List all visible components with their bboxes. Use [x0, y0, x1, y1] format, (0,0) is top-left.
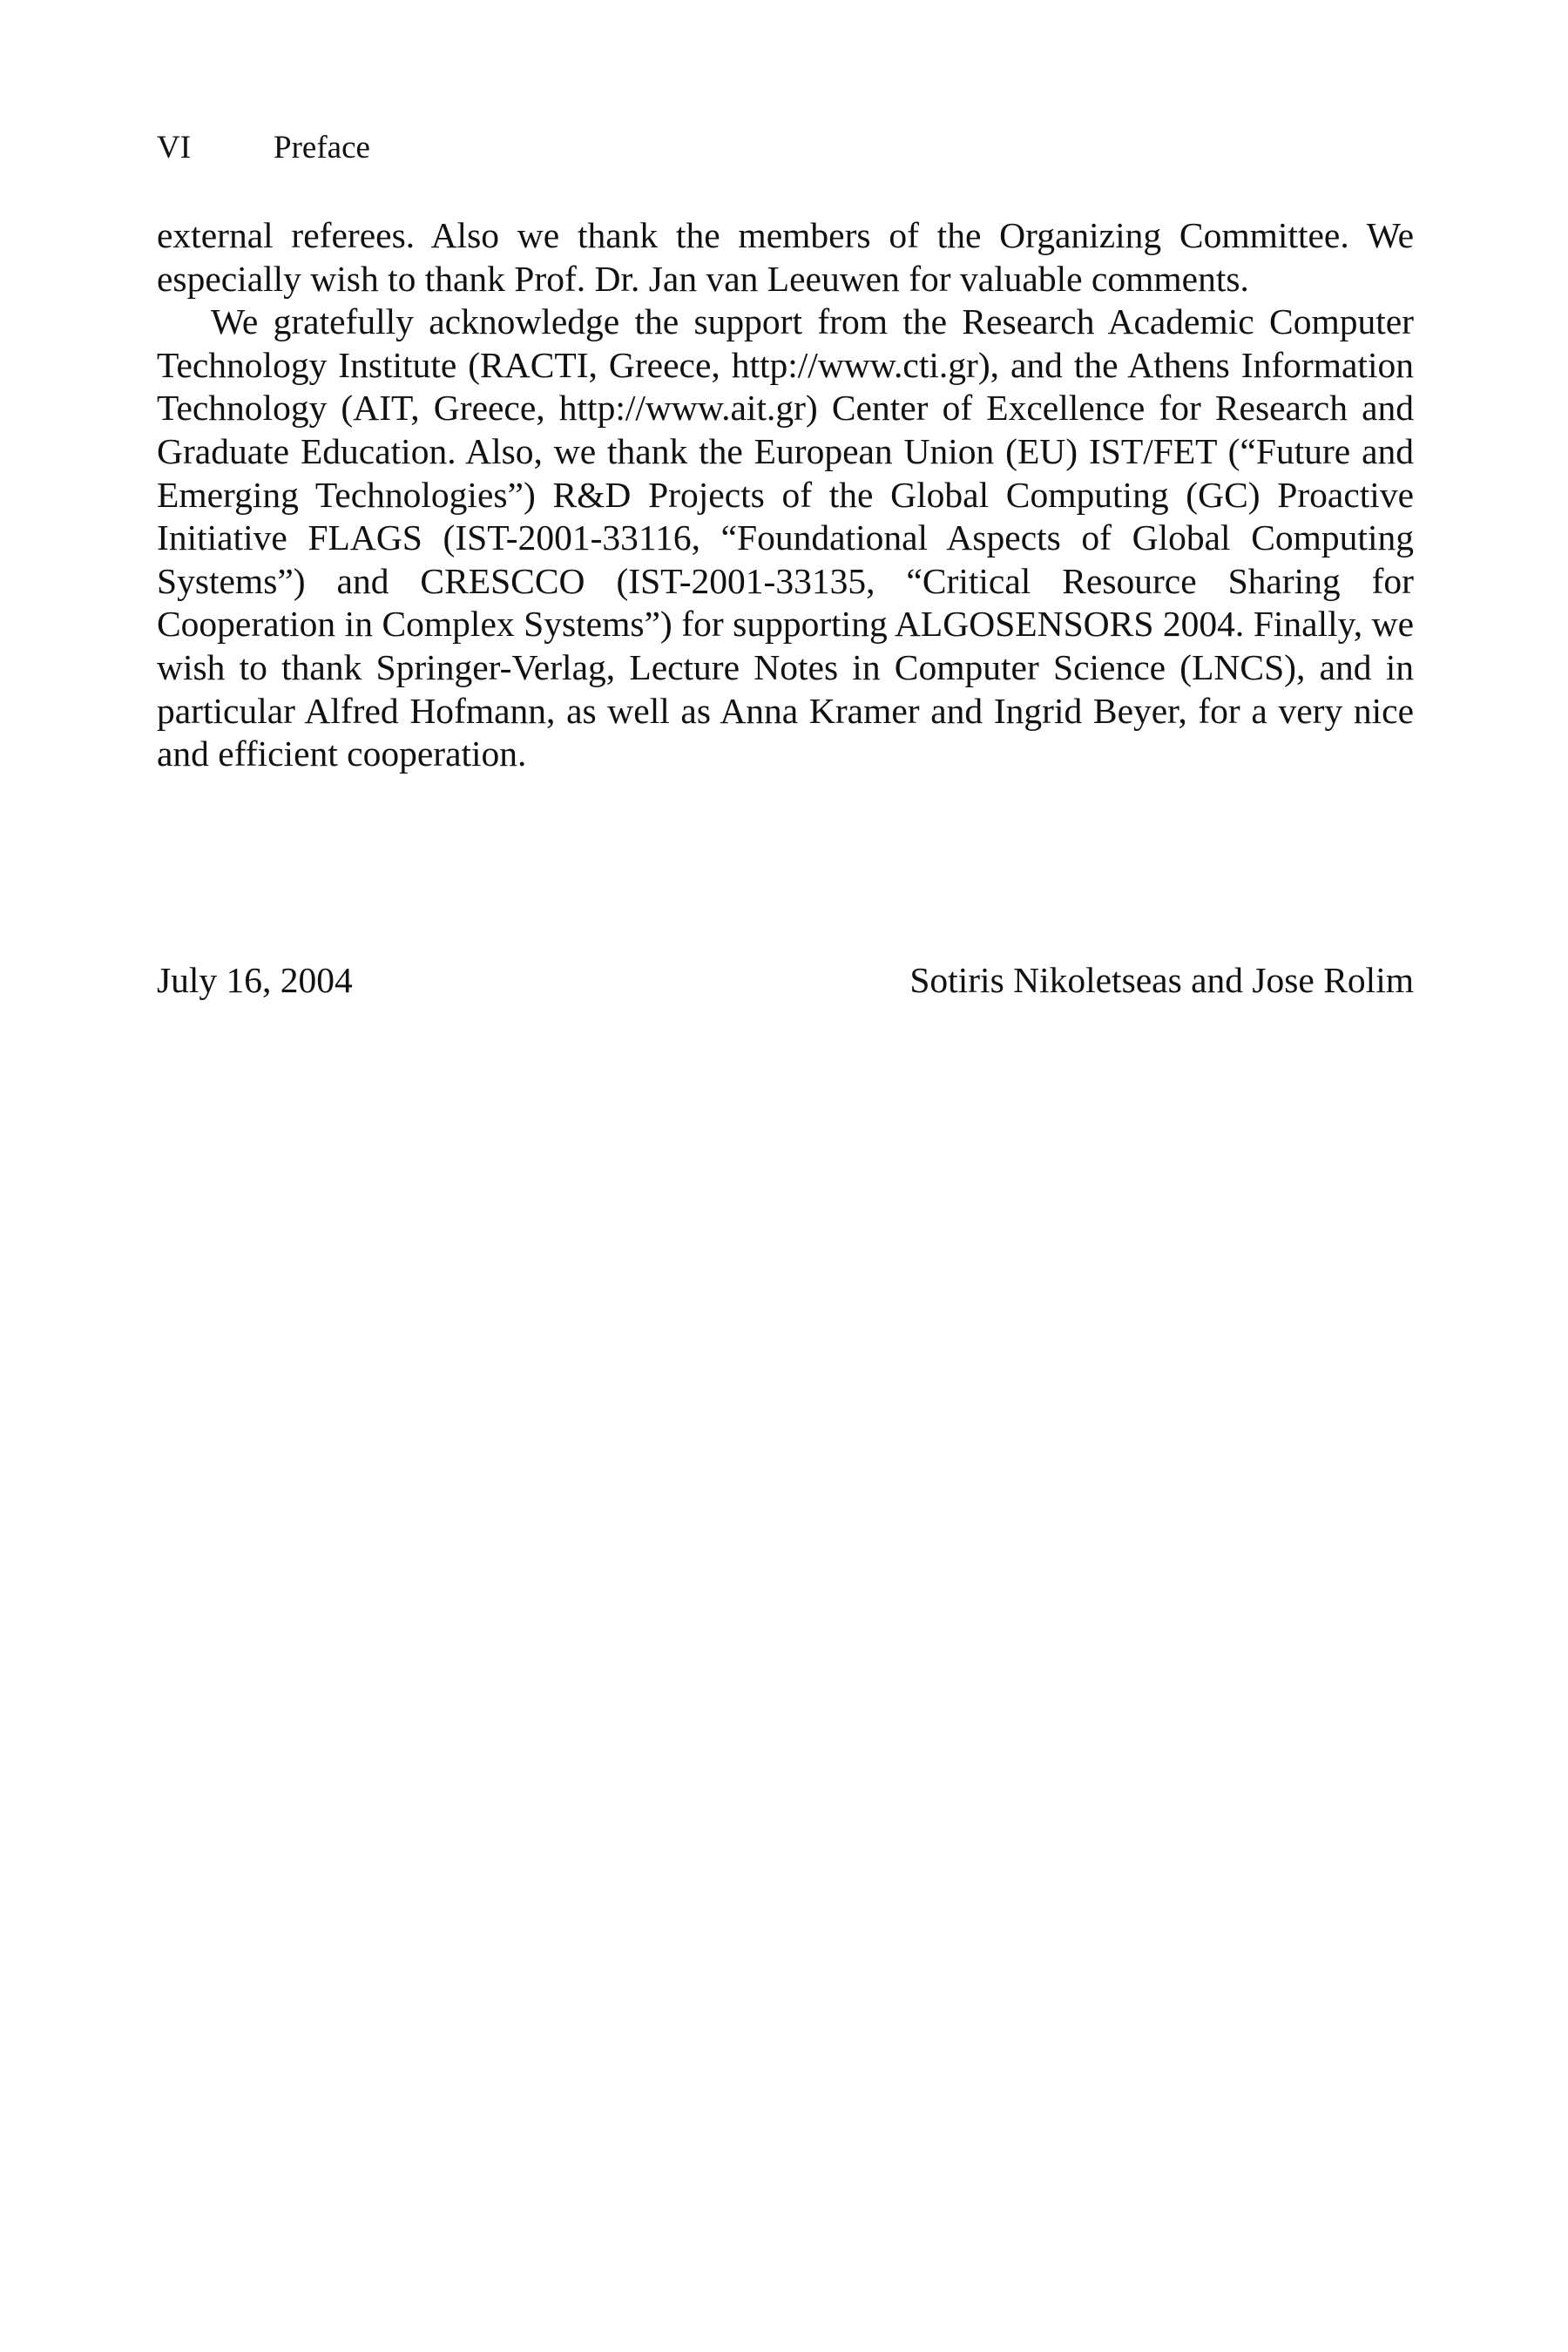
paragraph-continuation: external referees. Also we thank the members of the Organizing Committee. We especially wish to thank Prof. Dr. Jan van Leeuwen for valuable comments.: [157, 215, 1414, 299]
section-title: Preface: [274, 130, 370, 166]
running-head: [157, 129, 370, 167]
paragraph-acknowledgements: We gratefully acknowledge the support from the Research Academic Computer Technology Institute (RACTI, Greece, http://www.cti.gr), and the Athens Information Technology (AIT, Greece, http://www.ait.gr) Center of Excellence for Research and Graduate Education. Also, we thank the European Union (EU) IST/FET (“Future and Emerging Technologies”) R&D Projects of the Global Computing (GC) Proactive Initiative FLAGS (IST-2001-33116, “Foundational Aspects of Global Computing Systems”) and CRESCCO (IST-2001-33135, “Critical Resource Sharing for Cooperation in Complex Systems”) for supporting ALGOSENSORS 2004. Finally, we wish to thank Springer-Verlag, Lecture Notes in Computer Science (LNCS), and in particular Alfred Hofmann, as well as Anna Kramer and Ingrid Beyer, for a very nice and efficient cooperation.: [157, 301, 1414, 774]
body-text: [157, 214, 1414, 776]
signature-authors: Sotiris Nikoletseas and Jose Rolim: [909, 960, 1414, 1000]
signature-date: July 16, 2004: [157, 960, 353, 1000]
signature-line: [157, 958, 1414, 1002]
page-number: VI: [157, 130, 192, 166]
